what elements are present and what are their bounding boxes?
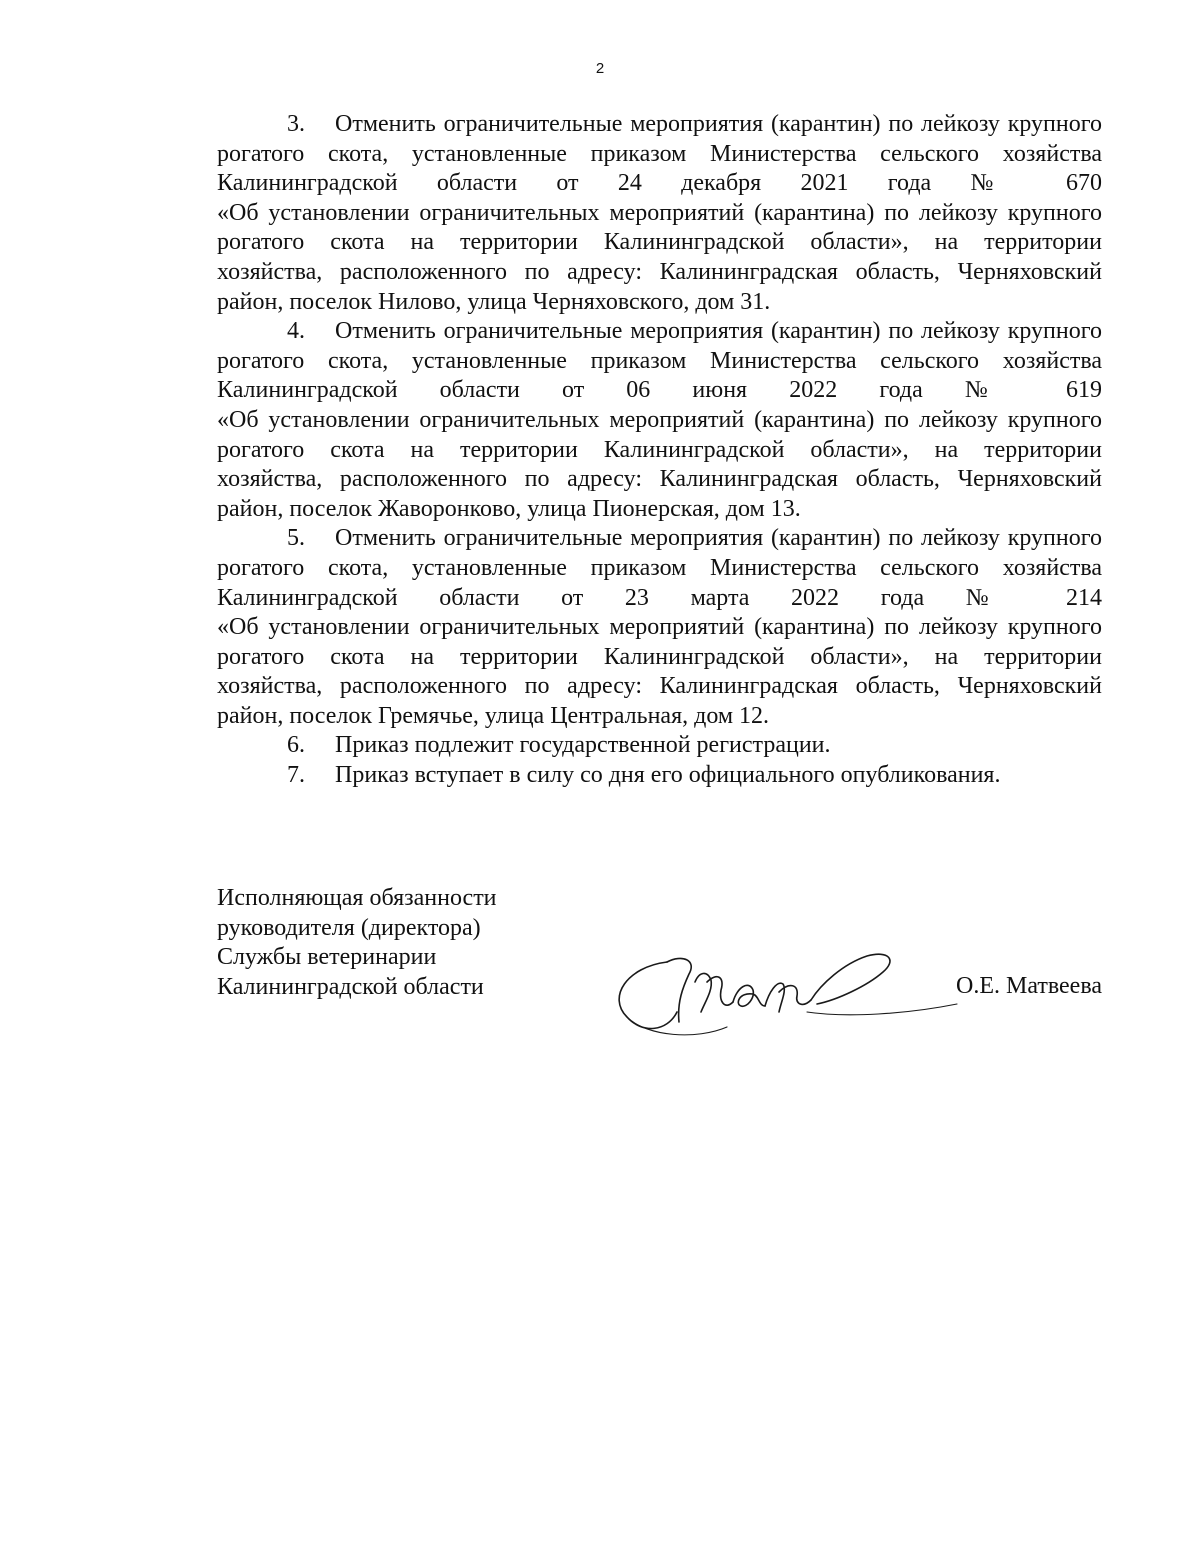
paragraph-line: хозяйства, расположенного по адресу: Калининградская область, Черняховский (217, 258, 1102, 285)
paragraph-line: район, поселок Нилово, улица Черняховского, дом 31. (217, 288, 771, 315)
order-item-7 (217, 761, 1102, 791)
signer-name: О.Е. Матвеева (955, 973, 1102, 999)
position-line: Исполняющая обязанности (217, 885, 497, 911)
position-line: Калининградской области (217, 973, 484, 1000)
paragraph-line: рогатого скота, установленные приказом Министерства сельского хозяйства (217, 140, 1102, 167)
paragraph-line: 6. Приказ подлежит государственной регистрации. (217, 731, 1102, 761)
paragraph-line: 7. Приказ вступает в силу со дня его официального опубликования. (217, 761, 1102, 791)
paragraph-line: рогатого скота на территории Калининградской области», на территории (217, 229, 1102, 256)
item-number: 5. (287, 525, 305, 552)
paragraph-line: «Об установлении ограничительных мероприятий (карантина) по лейкозу крупного (217, 614, 1102, 641)
paragraph-line: «Об установлении ограничительных мероприятий (карантина) по лейкозу крупного (217, 199, 1102, 226)
item-number: 3. (287, 111, 305, 137)
paragraph-line: хозяйства, расположенного по адресу: Калининградская область, Черняховский (217, 466, 1102, 493)
paragraph-line: «Об установлении ограничительных мероприятий (карантина) по лейкозу крупного (217, 406, 1102, 433)
paragraph-line: 3. Отменить ограничительные мероприятия (карантин) по лейкозу крупного (217, 110, 1102, 140)
paragraph-line: Калининградской области от 23 марта 2022 года № 214 (217, 584, 1102, 611)
paragraph-line: 5. Отменить ограничительные мероприятия (карантин) по лейкозу крупного (217, 524, 1102, 554)
paragraph-line: Калининградской области от 24 декабря 2021 года № 670 (217, 170, 1102, 197)
order-item-3 (217, 110, 1102, 317)
order-item-5 (217, 524, 1102, 731)
item-number: 7. (287, 762, 305, 789)
paragraph-line: 4. Отменить ограничительные мероприятия (карантин) по лейкозу крупного (217, 317, 1102, 347)
handwritten-signature (607, 942, 967, 1042)
paragraph-line: рогатого скота на территории Калининградской области», на территории (217, 643, 1102, 670)
order-item-4 (217, 317, 1102, 524)
paragraph-line: хозяйства, расположенного по адресу: Калининградская область, Черняховский (217, 673, 1102, 700)
position-line: Службы ветеринарии (217, 944, 437, 971)
page-number: 2 (595, 60, 605, 77)
signer-position (217, 884, 577, 1002)
order-item-6 (217, 731, 1102, 761)
item-number: 6. (287, 732, 305, 759)
paragraph-line: рогатого скота, установленные приказом Министерства сельского хозяйства (217, 554, 1102, 581)
paragraph-line: район, поселок Жаворонково, улица Пионерская, дом 13. (217, 495, 801, 522)
position-line: руководителя (директора) (217, 914, 481, 941)
order-body (217, 110, 1102, 791)
paragraph-line: рогатого скота, установленные приказом Министерства сельского хозяйства (217, 347, 1102, 374)
paragraph-line: рогатого скота на территории Калининградской области», на территории (217, 436, 1102, 463)
paragraph-line: Калининградской области от 06 июня 2022 года № 619 (217, 377, 1102, 404)
paragraph-line: район, поселок Гремячье, улица Центральная, дом 12. (217, 702, 770, 729)
item-number: 4. (287, 318, 305, 345)
signature-block (217, 884, 1102, 1054)
